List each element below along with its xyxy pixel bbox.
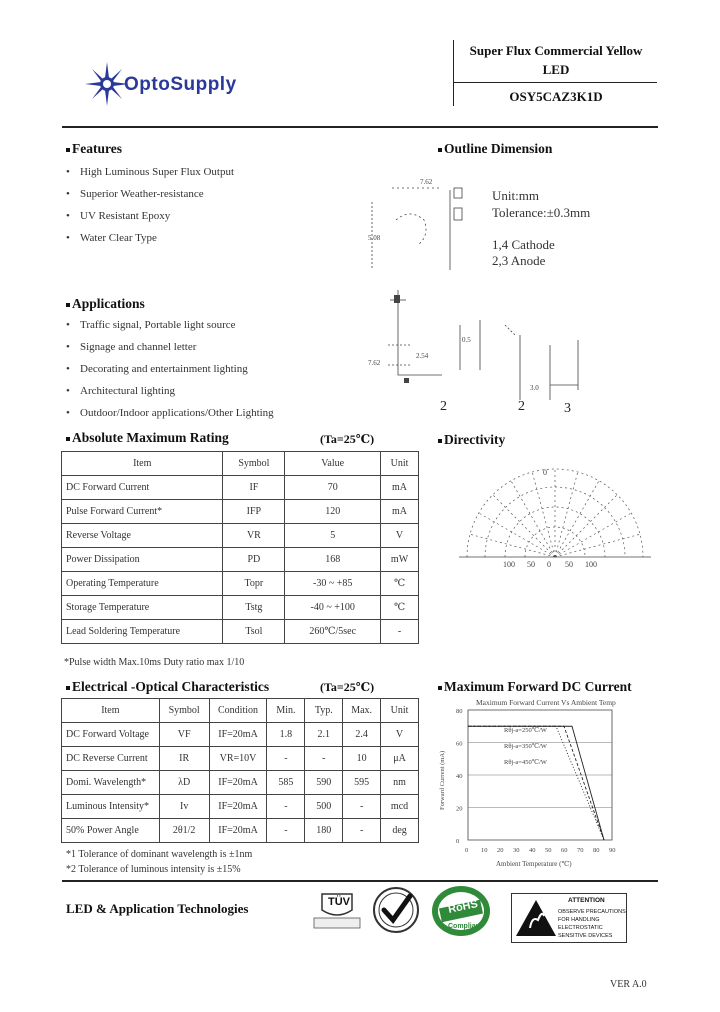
directivity-grid-ray bbox=[555, 481, 599, 557]
legend-entry: Rθj-a=250℃/W bbox=[504, 727, 547, 734]
outline-unit: Unit:mm bbox=[492, 188, 539, 203]
y-tick-label: 20 bbox=[456, 805, 463, 813]
x-tick-label: 80 bbox=[593, 847, 600, 854]
title-line1: Super Flux Commercial Yellow bbox=[469, 43, 643, 58]
table-row bbox=[62, 771, 419, 795]
features-heading: Features bbox=[66, 141, 122, 157]
y-tick-label: 0 bbox=[456, 838, 460, 845]
symbol-cell: Tstg bbox=[223, 596, 285, 620]
table-row bbox=[62, 795, 419, 819]
unit-cell: V bbox=[381, 524, 419, 548]
outline-tolerance: Tolerance:±0.3mm bbox=[492, 205, 591, 220]
condition-cell: VR=10V bbox=[209, 747, 267, 771]
eo-note: *2 Tolerance of luminous intensity is ±15% bbox=[66, 864, 241, 875]
directivity-grid-ray bbox=[555, 472, 578, 557]
symbol-cell: VF bbox=[159, 723, 209, 747]
feature-item: • Water Clear Type bbox=[66, 232, 157, 244]
eo-heading: Electrical -Optical Characteristics bbox=[66, 679, 269, 695]
table-row bbox=[62, 500, 419, 524]
dim-label-b: 5.08 bbox=[368, 234, 381, 242]
company-name: LED & Application Technologies bbox=[66, 901, 249, 916]
header-cell: Item bbox=[62, 699, 160, 723]
dim-label-d: 2.54 bbox=[416, 352, 429, 360]
dim-label-e: 0.5 bbox=[462, 336, 471, 344]
symbol-cell: PD bbox=[223, 548, 285, 572]
symbol-cell: VR bbox=[223, 524, 285, 548]
item-cell: Storage Temperature bbox=[62, 596, 223, 620]
directivity-axis-label: 50 bbox=[527, 560, 535, 569]
applications-heading: Applications bbox=[66, 296, 145, 312]
mfdc-chart bbox=[430, 700, 620, 860]
table-header-row bbox=[62, 452, 419, 476]
directivity-grid-ray bbox=[555, 534, 640, 557]
directivity-grid-ray bbox=[532, 472, 555, 557]
logo bbox=[84, 60, 284, 108]
application-item: • Signage and channel letter bbox=[66, 341, 196, 353]
symbol-cell: 2θ1/2 bbox=[159, 819, 209, 843]
condition-cell: IF=20mA bbox=[209, 819, 267, 843]
rohs-subtext: Compliant bbox=[448, 923, 483, 930]
dim-label-c: 7.62 bbox=[368, 359, 381, 367]
unit-cell: mW bbox=[381, 548, 419, 572]
min-cell: 1.8 bbox=[267, 723, 305, 747]
directivity-grid-ray bbox=[470, 534, 555, 557]
application-item: • Traffic signal, Portable light source bbox=[66, 319, 236, 331]
directivity-grid-ray bbox=[493, 495, 555, 557]
header-cell: Unit bbox=[381, 452, 419, 476]
attention-line: OBSERVE PRECAUTIONS bbox=[558, 909, 626, 915]
value-cell: 168 bbox=[285, 548, 381, 572]
unit-cell: mcd bbox=[381, 795, 419, 819]
x-tick-label: 90 bbox=[609, 847, 616, 854]
eo-condition: (Ta=25℃) bbox=[320, 680, 375, 694]
outline-heading: Outline Dimension bbox=[438, 141, 552, 157]
header-cell: Symbol bbox=[223, 452, 285, 476]
mfdc-heading: Maximum Forward DC Current bbox=[438, 679, 632, 695]
application-item: • Decorating and entertainment lighting bbox=[66, 363, 248, 375]
directivity-heading: Directivity bbox=[438, 432, 505, 448]
title-line2: LED bbox=[542, 62, 570, 77]
unit-cell: μA bbox=[381, 747, 419, 771]
symbol-cell: λD bbox=[159, 771, 209, 795]
directivity-grid-ray bbox=[555, 513, 631, 557]
x-tick-label: 10 bbox=[481, 847, 488, 854]
value-cell: -30 ~ +85 bbox=[285, 572, 381, 596]
attention-line: FOR HANDLING bbox=[558, 917, 600, 923]
unit-cell: deg bbox=[381, 819, 419, 843]
table-row bbox=[62, 747, 419, 771]
pin-label: 2 bbox=[518, 399, 525, 414]
brand-name: OptoSupply bbox=[124, 74, 237, 95]
directivity-diagram bbox=[455, 465, 655, 575]
item-cell: Lead Soldering Temperature bbox=[62, 620, 223, 644]
y-tick-label: 40 bbox=[456, 773, 463, 780]
attention-title: ATTENTION bbox=[568, 897, 605, 904]
part-number: OSY5CAZ3K1D bbox=[509, 89, 603, 104]
x-tick-label: 20 bbox=[497, 847, 504, 854]
feature-item: • Superior Weather-resistance bbox=[66, 188, 204, 200]
directivity-axis-label: 0 bbox=[547, 560, 551, 569]
table-row bbox=[62, 476, 419, 500]
directivity-grid-ray bbox=[511, 481, 555, 557]
checkmark-seal-icon bbox=[372, 886, 420, 934]
header-rule bbox=[62, 126, 658, 128]
footer-rule bbox=[62, 880, 658, 882]
abs-max-table bbox=[61, 451, 419, 644]
x-tick-label: 0 bbox=[465, 847, 469, 854]
unit-cell: ℃ bbox=[381, 572, 419, 596]
eo-note: *1 Tolerance of dominant wavelength is ±1nm bbox=[66, 849, 253, 860]
item-cell: DC Reverse Current bbox=[62, 747, 160, 771]
y-axis-label: Forward Current (mA) bbox=[439, 750, 446, 810]
feature-item: • UV Resistant Epoxy bbox=[66, 210, 170, 222]
item-cell: Luminous Intensity* bbox=[62, 795, 160, 819]
eo-table bbox=[61, 698, 419, 843]
unit-cell: ℃ bbox=[381, 596, 419, 620]
max-cell: 595 bbox=[343, 771, 381, 795]
table-row bbox=[62, 572, 419, 596]
value-cell: 5 bbox=[285, 524, 381, 548]
dim-label-f: 3.0 bbox=[530, 384, 539, 392]
application-item: • Outdoor/Indoor applications/Other Lighting bbox=[66, 407, 274, 419]
item-cell: DC Forward Current bbox=[62, 476, 223, 500]
x-tick-label: 50 bbox=[545, 847, 552, 854]
header-cell: Item bbox=[62, 452, 223, 476]
directivity-grid-ray bbox=[555, 495, 617, 557]
typ-cell: 180 bbox=[305, 819, 343, 843]
unit-cell: nm bbox=[381, 771, 419, 795]
dim-label-a: 7.62 bbox=[420, 178, 433, 186]
symbol-cell: IFP bbox=[223, 500, 285, 524]
table-row bbox=[62, 723, 419, 747]
abs-max-condition: (Ta=25℃) bbox=[320, 432, 375, 446]
pin-anode: 2,3 Anode bbox=[492, 253, 546, 268]
directivity-axis-label: 50 bbox=[565, 560, 573, 569]
mfdc-subtitle: Maximum Forward Current Vs Ambient Temp bbox=[476, 698, 616, 707]
outline-diagram bbox=[360, 160, 620, 425]
directivity-axis-label: 100 bbox=[503, 560, 515, 569]
pin-cathode: 1,4 Cathode bbox=[492, 237, 555, 252]
pin-label: 3 bbox=[564, 401, 571, 416]
value-cell: 260℃/5sec bbox=[285, 620, 381, 644]
legend-entry: Rθj-a=350℃/W bbox=[504, 743, 547, 750]
typ-cell: - bbox=[305, 747, 343, 771]
item-cell: Reverse Voltage bbox=[62, 524, 223, 548]
x-tick-label: 40 bbox=[529, 847, 536, 854]
attention-line: ELECTROSTATIC bbox=[558, 925, 603, 931]
tuv-text: TÜV bbox=[328, 896, 350, 908]
typ-cell: 590 bbox=[305, 771, 343, 795]
max-cell: - bbox=[343, 819, 381, 843]
x-tick-label: 60 bbox=[561, 847, 568, 854]
min-cell: - bbox=[267, 819, 305, 843]
y-tick-label: 80 bbox=[456, 708, 463, 715]
esd-attention-label bbox=[511, 893, 627, 943]
feature-item: • High Luminous Super Flux Output bbox=[66, 166, 234, 178]
typ-cell: 500 bbox=[305, 795, 343, 819]
pin-label: 2 bbox=[440, 399, 447, 414]
directivity-axis-label: 100 bbox=[585, 560, 597, 569]
attention-line: SENSITIVE DEVICES bbox=[558, 933, 613, 939]
min-cell: - bbox=[267, 747, 305, 771]
mfdc-xlabel: Ambient Temperature (℃) bbox=[496, 860, 572, 868]
header-cell: Unit bbox=[381, 699, 419, 723]
title-box bbox=[453, 40, 658, 106]
max-cell: - bbox=[343, 795, 381, 819]
item-cell: Pulse Forward Current* bbox=[62, 500, 223, 524]
min-cell: - bbox=[267, 795, 305, 819]
symbol-cell: Tsol bbox=[223, 620, 285, 644]
directivity-grid-arc bbox=[467, 469, 643, 557]
symbol-cell: IF bbox=[223, 476, 285, 500]
item-cell: 50% Power Angle bbox=[62, 819, 160, 843]
table-header-row bbox=[62, 699, 419, 723]
unit-cell: - bbox=[381, 620, 419, 644]
item-cell: Domi. Wavelength* bbox=[62, 771, 160, 795]
table-row bbox=[62, 548, 419, 572]
application-item: • Architectural lighting bbox=[66, 385, 175, 397]
y-tick-label: 60 bbox=[456, 740, 463, 748]
version-label: VER A.0 bbox=[610, 979, 647, 990]
condition-cell: IF=20mA bbox=[209, 771, 267, 795]
item-cell: Power Dissipation bbox=[62, 548, 223, 572]
max-cell: 2.4 bbox=[343, 723, 381, 747]
rohs-text: RoHS bbox=[447, 898, 479, 916]
rohs-badge bbox=[430, 884, 492, 938]
header-cell: Condition bbox=[209, 699, 267, 723]
header-cell: Min. bbox=[267, 699, 305, 723]
tuv-badge bbox=[312, 890, 362, 936]
value-cell: -40 ~ +100 bbox=[285, 596, 381, 620]
header-cell: Max. bbox=[343, 699, 381, 723]
item-cell: DC Forward Voltage bbox=[62, 723, 160, 747]
quality-checkmark-badge bbox=[372, 886, 420, 934]
symbol-cell: IR bbox=[159, 747, 209, 771]
directivity-top-label: 0 bbox=[543, 468, 547, 477]
abs-max-note: *Pulse width Max.10ms Duty ratio max 1/10 bbox=[64, 657, 245, 668]
directivity-grid-ray bbox=[479, 513, 555, 557]
legend-entry: Rθj-a=450℃/W bbox=[504, 759, 547, 766]
value-cell: 120 bbox=[285, 500, 381, 524]
item-cell: Operating Temperature bbox=[62, 572, 223, 596]
table-row bbox=[62, 524, 419, 548]
max-cell: 10 bbox=[343, 747, 381, 771]
condition-cell: IF=20mA bbox=[209, 795, 267, 819]
esd-warning-icon bbox=[514, 898, 558, 938]
unit-cell: mA bbox=[381, 500, 419, 524]
symbol-cell: Topr bbox=[223, 572, 285, 596]
value-cell: 70 bbox=[285, 476, 381, 500]
abs-max-heading: Absolute Maximum Rating bbox=[66, 430, 229, 446]
header-cell: Typ. bbox=[305, 699, 343, 723]
unit-cell: mA bbox=[381, 476, 419, 500]
min-cell: 585 bbox=[267, 771, 305, 795]
condition-cell: IF=20mA bbox=[209, 723, 267, 747]
unit-cell: V bbox=[381, 723, 419, 747]
table-row bbox=[62, 819, 419, 843]
typ-cell: 2.1 bbox=[305, 723, 343, 747]
header-cell: Symbol bbox=[159, 699, 209, 723]
symbol-cell: Iv bbox=[159, 795, 209, 819]
header-cell: Value bbox=[285, 452, 381, 476]
title-divider bbox=[453, 82, 657, 83]
table-row bbox=[62, 620, 419, 644]
table-row bbox=[62, 596, 419, 620]
x-tick-label: 30 bbox=[513, 847, 520, 854]
x-tick-label: 70 bbox=[577, 847, 584, 854]
